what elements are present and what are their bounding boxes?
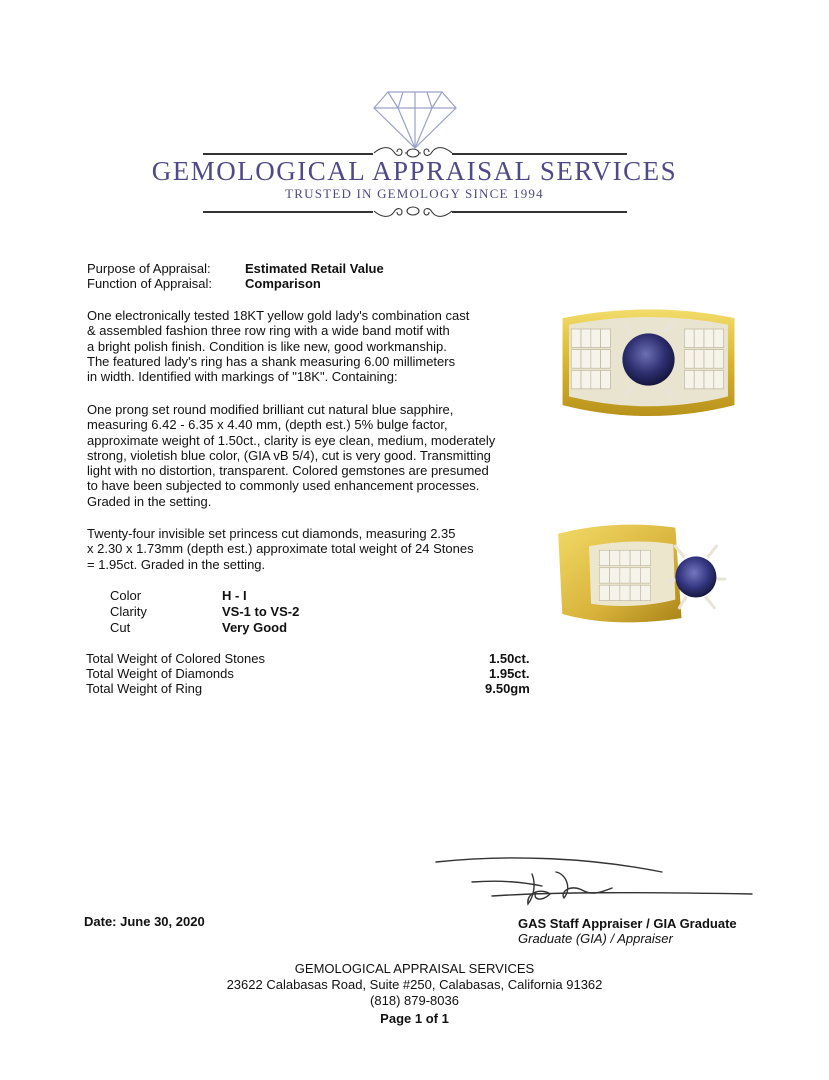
total-ring-weight-label: Total Weight of Ring xyxy=(86,681,203,696)
grade-cut-label: Cut xyxy=(110,620,131,635)
function-value: Comparison xyxy=(245,276,321,291)
header-rule-bottom xyxy=(203,211,373,213)
grade-color-value: H - I xyxy=(222,588,247,603)
header-rule-top-right xyxy=(452,153,627,155)
total-diamonds-label: Total Weight of Diamonds xyxy=(86,666,234,681)
header-rule-top xyxy=(203,153,373,155)
total-colored-stones-label: Total Weight of Colored Stones xyxy=(86,651,265,666)
grade-color-label: Color xyxy=(110,588,142,603)
description-paragraph-1: One electronically tested 18KT yellow gold lady's combination cast & assembled fashion three row ring with a wide band motif with a bright polish finish. Condition is like new, good workmanship. The featured lady's ring has a shank measuring 6.00 millimeters in width. Identified with markings of "18K". Containing: xyxy=(87,308,470,385)
total-ring-weight-value: 9.50gm xyxy=(485,681,530,696)
footer-phone: (818) 879-8036 xyxy=(370,993,459,1008)
page-number: Page 1 of 1 xyxy=(380,1011,449,1026)
header-rule-bottom-right xyxy=(452,211,627,213)
company-title: GEMOLOGICAL APPRAISAL SERVICES xyxy=(151,156,678,186)
purpose-label: Purpose of Appraisal: xyxy=(87,261,211,276)
ring-photo-top xyxy=(556,296,741,436)
total-colored-stones-value: 1.50ct. xyxy=(489,651,530,666)
footer-address: 23622 Calabasas Road, Suite #250, Calabasas, California 91362 xyxy=(226,977,603,992)
diamond-logo-icon xyxy=(370,88,460,150)
total-diamonds-value: 1.95ct. xyxy=(489,666,530,681)
ring-photo-side xyxy=(552,508,737,648)
purpose-value: Estimated Retail Value xyxy=(245,261,384,276)
function-label: Function of Appraisal: xyxy=(87,276,213,291)
description-paragraph-3: Twenty-four invisible set princess cut diamonds, measuring 2.35 x 2.30 x 1.73mm (depth est.) approximate total weight of 24 Stones = 1.95ct. Graded in the setting. xyxy=(87,526,474,572)
grade-clarity-label: Clarity xyxy=(110,604,147,619)
scroll-ornament-bottom-icon xyxy=(372,202,454,220)
footer-company: GEMOLOGICAL APPRAISAL SERVICES xyxy=(294,961,535,976)
document-date: Date: June 30, 2020 xyxy=(84,914,205,929)
appraiser-signature xyxy=(432,852,762,912)
signature-subtitle: Graduate (GIA) / Appraiser xyxy=(518,931,673,946)
signature-title: GAS Staff Appraiser / GIA Graduate xyxy=(518,916,737,931)
company-tagline: TRUSTED IN GEMOLOGY SINCE 1994 xyxy=(285,186,544,201)
grade-cut-value: Very Good xyxy=(222,620,288,635)
grade-clarity-value: VS-1 to VS-2 xyxy=(222,604,300,619)
description-paragraph-2: One prong set round modified brilliant cut natural blue sapphire, measuring 6.42 - 6.35 x 4.40 mm, (depth est.) 5% bulge factor, approximate weight of 1.50ct., clarity is eye clean, medium, moderately strong, violetish blue color, (GIA vB 5/4), cut is very good. Transmitting light with no distortion, transparent. Colored gemstones are presumed to have been subjected to commonly used enhancement processes. Graded in the setting. xyxy=(87,402,496,509)
